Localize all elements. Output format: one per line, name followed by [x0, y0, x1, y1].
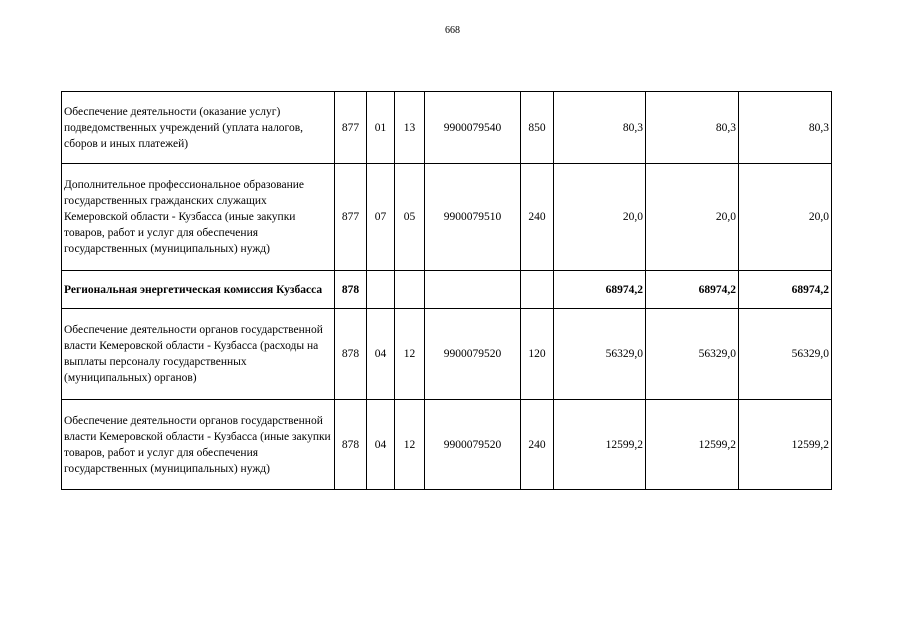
section-code: 07 — [367, 164, 395, 271]
ministry-code: 877 — [335, 92, 367, 164]
amount-cell: 20,0 — [554, 164, 646, 271]
page-number: 668 — [445, 25, 460, 36]
amount-cell: 12599,2 — [739, 400, 832, 490]
budget-table — [61, 91, 832, 490]
subsection-code — [395, 271, 425, 309]
expense-type-code: 850 — [521, 92, 554, 164]
expense-name: Дополнительное профессиональное образование государственных гражданских служащих Кемеровской области - Кузбасса (иные закупки товаров, работ и услуг для обеспечения государственных (муниципальных) нужд) — [62, 164, 335, 271]
amount-cell: 80,3 — [554, 92, 646, 164]
amount-cell: 68974,2 — [739, 271, 832, 309]
target-article-code: 9900079520 — [425, 400, 521, 490]
target-article-code: 9900079520 — [425, 309, 521, 400]
amount-cell: 12599,2 — [554, 400, 646, 490]
subsection-code: 13 — [395, 92, 425, 164]
expense-name: Обеспечение деятельности органов государственной власти Кемеровской области - Кузбасса (расходы на выплаты персоналу государственных (муниципальных) органов) — [62, 309, 335, 400]
subsection-code: 05 — [395, 164, 425, 271]
amount-cell: 80,3 — [739, 92, 832, 164]
target-article-code: 9900079540 — [425, 92, 521, 164]
target-article-code: 9900079510 — [425, 164, 521, 271]
amount-cell: 56329,0 — [739, 309, 832, 400]
expense-name: Обеспечение деятельности (оказание услуг) подведомственных учреждений (уплата налогов, сборов и иных платежей) — [62, 92, 335, 164]
section-code: 01 — [367, 92, 395, 164]
amount-cell: 68974,2 — [646, 271, 739, 309]
expense-type-code: 240 — [521, 400, 554, 490]
expense-name: Обеспечение деятельности органов государственной власти Кемеровской области - Кузбасса (иные закупки товаров, работ и услуг для обеспечения государственных (муниципальных) нужд) — [62, 400, 335, 490]
section-code — [367, 271, 395, 309]
ministry-code: 878 — [335, 400, 367, 490]
ministry-code: 878 — [335, 271, 367, 309]
subsection-code: 12 — [395, 400, 425, 490]
table-row — [62, 164, 832, 271]
table-row-bold-total — [62, 271, 832, 309]
expense-name: Региональная энергетическая комиссия Кузбасса — [62, 271, 335, 309]
section-code: 04 — [367, 400, 395, 490]
expense-type-code: 120 — [521, 309, 554, 400]
amount-cell: 68974,2 — [554, 271, 646, 309]
section-code: 04 — [367, 309, 395, 400]
amount-cell: 20,0 — [739, 164, 832, 271]
amount-cell: 20,0 — [646, 164, 739, 271]
ministry-code: 877 — [335, 164, 367, 271]
target-article-code — [425, 271, 521, 309]
amount-cell: 80,3 — [646, 92, 739, 164]
subsection-code: 12 — [395, 309, 425, 400]
table-row — [62, 309, 832, 400]
table-row — [62, 92, 832, 164]
table-row — [62, 400, 832, 490]
expense-type-code — [521, 271, 554, 309]
amount-cell: 56329,0 — [646, 309, 739, 400]
amount-cell: 12599,2 — [646, 400, 739, 490]
amount-cell: 56329,0 — [554, 309, 646, 400]
ministry-code: 878 — [335, 309, 367, 400]
expense-type-code: 240 — [521, 164, 554, 271]
